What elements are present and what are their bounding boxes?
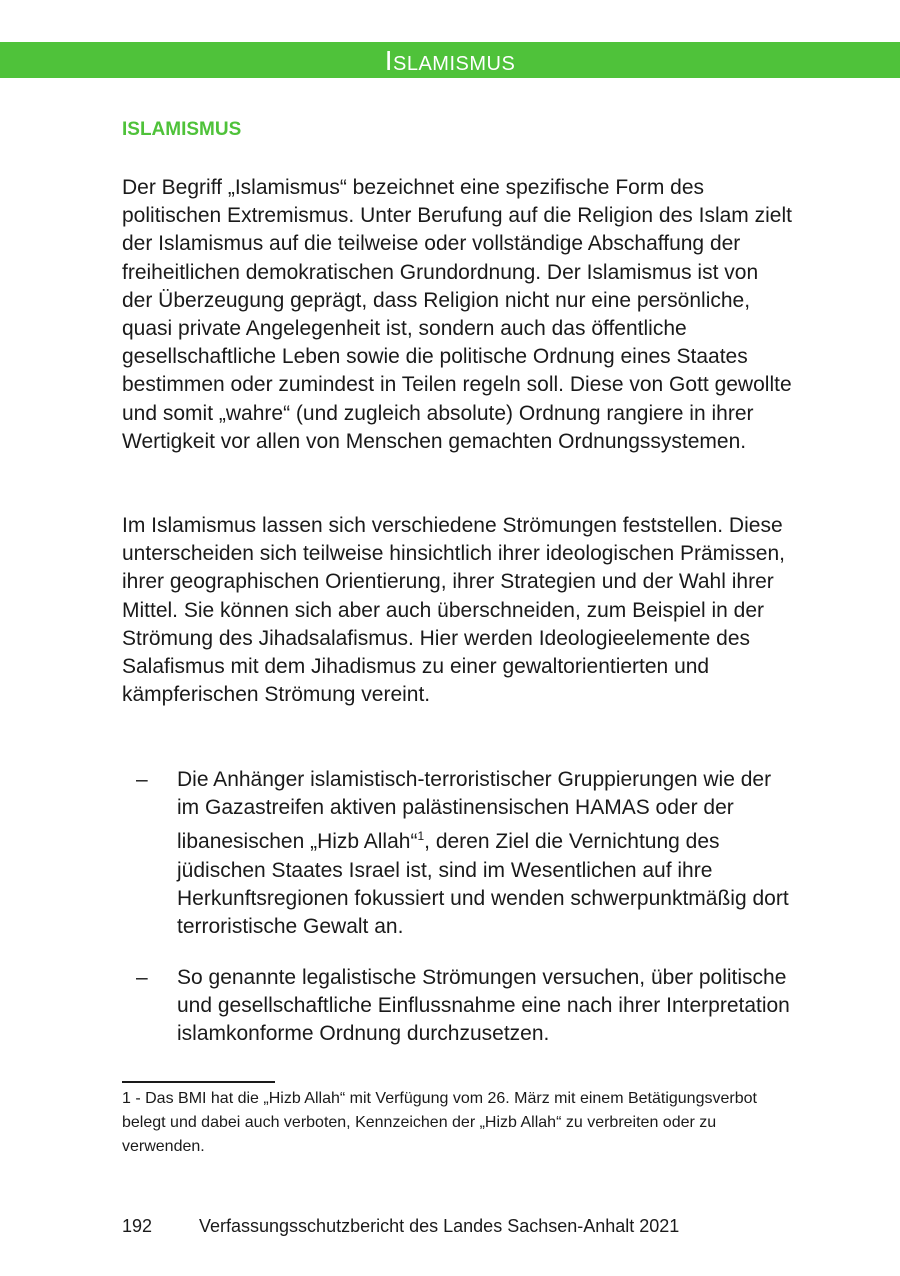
header-title: Islamismus bbox=[384, 45, 516, 76]
footnote-reference[interactable]: 1 bbox=[417, 829, 425, 844]
footnote: 1 - Das BMI hat die „Hizb Allah“ mit Verfügung vom 26. März mit einem Betätigungsverbot belegt und dabei auch verboten, Kennzeichen der „Hizb Allah“ zu verbreiten oder zu verwenden. bbox=[122, 1090, 757, 1155]
bullet-text-after: , deren Ziel die Vernichtung des jüdischen Staates Israel ist, sind im Wesentlichen auf ihre Herkunftsregionen fokussiert und wenden schwerpunktmäßig dort terroristische Gewalt an. bbox=[177, 830, 789, 939]
bullet-text bbox=[177, 766, 797, 941]
bullet-marker: – bbox=[136, 966, 148, 989]
paragraph-1: Der Begriff „Islamismus“ bezeichnet eine spezifische Form des politischen Extremismus. Unter Berufung auf die Religion des Islam zielt der Islamismus auf die teilweise oder vollständige Abschaffung der freiheitlichen demokratischen Grundordnung. Der Islamismus ist von der Überzeugung geprägt, dass Religion nicht nur eine persönliche, quasi private Angelegenheit ist, sondern auch das öffentliche gesellschaftliche Leben sowie die politische Ordnung eines Staates bestimmen oder zumindest in Teilen regeln soll. Diese von Gott gewollte und somit „wahre“ (und zugleich absolute) Ordnung rangiere in ihrer Wertigkeit vor allen von Menschen gemachten Ordnungssystemen. bbox=[122, 176, 792, 453]
paragraph-2: Im Islamismus lassen sich verschiedene Strömungen feststellen. Diese unterscheiden sich teilweise hinsichtlich ihrer ideologischen Prämissen, ihrer geographischen Orientierung, ihrer Strategien und der Wahl ihrer Mittel. Sie können sich aber auch überschneiden, zum Beispiel in der Strömung des Jihadsalafismus. Hier werden Ideologieelemente des Salafismus mit dem Jihadismus zu einer gewaltorientierten und kämpferischen Strömung vereint. bbox=[122, 514, 785, 707]
bullet-text-before: Die Anhänger islamistisch-terroristischer Gruppierungen wie der im Gazastreifen aktiven palästinensischen HAMAS oder der libanesischen „Hizb Allah“ bbox=[177, 768, 772, 854]
bullet-text: So genannte legalistische Strömungen versuchen, über politische und gesellschaftliche Einflussnahme eine nach ihrer Interpretation islamkonforme Ordnung durchzusetzen. bbox=[177, 966, 790, 1046]
section-title: ISLAMISMUS bbox=[122, 119, 242, 140]
footnote-divider bbox=[122, 1081, 275, 1083]
footer-text: Verfassungsschutzbericht des Landes Sachsen-Anhalt 2021 bbox=[199, 1216, 680, 1236]
header-bar bbox=[0, 42, 900, 78]
bullet-marker: – bbox=[136, 768, 148, 791]
page-number: 192 bbox=[122, 1216, 153, 1236]
